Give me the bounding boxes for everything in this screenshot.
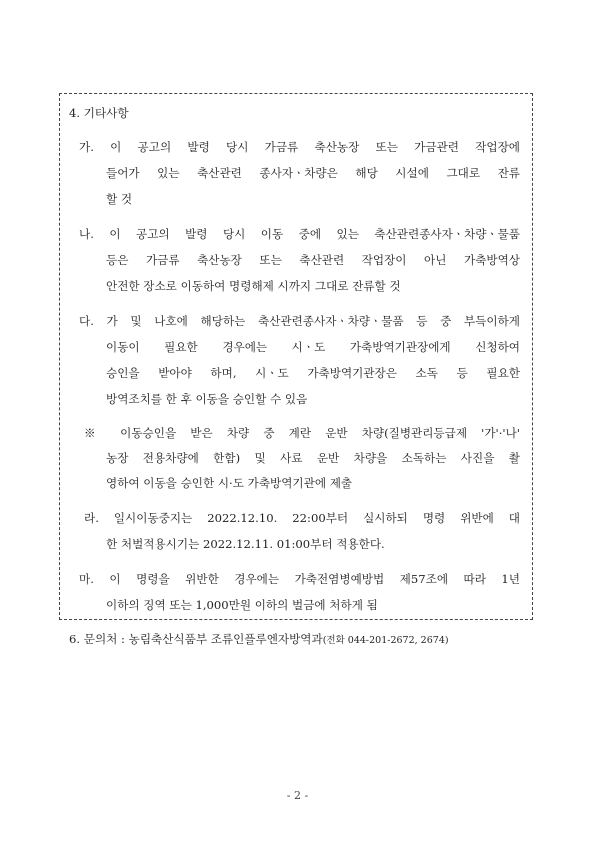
item-da-line-1: 다. 가 및 나호에 해당하는 축산관련종사자ㆍ차량ㆍ물품 등 중 부득이하게 [79, 314, 520, 328]
contact-line [69, 632, 449, 648]
item-da-line-4: 방역조치를 한 후 이동을 승인할 수 있음 [106, 392, 308, 406]
item-na-line-3: 안전한 장소로 이동하여 명령해제 시까지 그대로 잔류할 것 [106, 279, 401, 293]
item-da-line-3: 승인을 받아야 하며, 시ㆍ도 가축방역기관장은 소독 등 필요한 [106, 366, 520, 380]
note-line-1: ※ 이동승인을 받은 차량 중 계란 운반 차량(질병관리등급제 '가'·'나' [84, 426, 520, 440]
section-heading: 4. 기타사항 [69, 106, 129, 120]
item-ma-line-1: 마. 이 명령을 위반한 경우에는 가축전염병예방법 제57조에 따라 1년 [79, 572, 520, 586]
item-ga-line-3: 할 것 [106, 192, 133, 206]
contact-label: 6. 문의처 : 농림축산식품부 조류인플루엔자방역과 [69, 632, 323, 646]
item-ma-line-2: 이하의 징역 또는 1,000만원 이하의 벌금에 처하게 됨 [106, 598, 378, 612]
item-ra-line-1: 라. 일시이동중지는 2022.12.10. 22:00부터 실시하되 명령 위반에 대 [84, 511, 520, 525]
item-na-line-1: 나. 이 공고의 발령 당시 이동 중에 있는 축산관련종사자ㆍ차량ㆍ물품 [79, 227, 520, 241]
item-ga-line-1: 가. 이 공고의 발령 당시 가금류 축산농장 또는 가금관련 작업장에 [79, 140, 520, 154]
item-ga-line-2: 들어가 있는 축산관련 종사자ㆍ차량은 해당 시설에 그대로 잔류 [106, 166, 520, 180]
item-ra-line-2: 한 처벌적용시기는 2022.12.11. 01:00부터 적용한다. [106, 537, 385, 551]
note-line-3: 영하여 이동을 승인한 시·도 가축방역기관에 제출 [106, 476, 353, 490]
contact-phone: (전화 044-201-2672, 2674) [322, 635, 449, 646]
note-line-2: 농장 전용차량에 한함) 및 사료 운반 차량을 소독하는 사진을 촬 [106, 451, 520, 465]
page-number: - 2 - [286, 789, 309, 802]
item-na-line-2: 등은 가금류 축산농장 또는 축산관련 작업장이 아닌 가축방역상 [106, 253, 520, 267]
item-da-line-2: 이동이 필요한 경우에는 시ㆍ도 가축방역기관장에게 신청하여 [106, 340, 520, 354]
